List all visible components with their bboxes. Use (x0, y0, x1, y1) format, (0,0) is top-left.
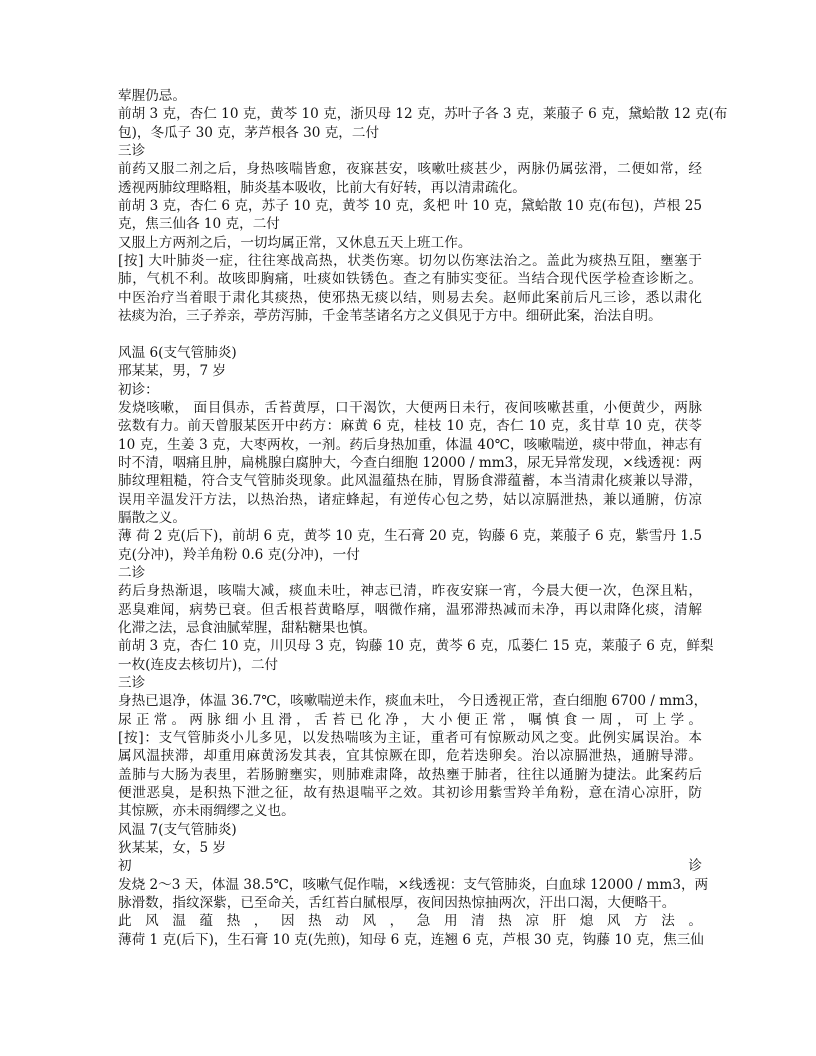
text-line: 包)，冬瓜子 30 克，茅芦根各 30 克，二付 (118, 124, 380, 141)
text-line: 初诊： (118, 381, 159, 398)
text-line: 透视两肺纹理略粗，肺炎基本吸收，比前大有好转，再以清肃疏化。 (118, 179, 526, 196)
text-line: 薄 荷 2 克(后下)，前胡 6 克，黄芩 10 克，生石膏 20 克，钩藤 6 克，莱菔子 6 克，紫雪丹 1.5 (118, 528, 702, 545)
text-line: 膈散之义。 (118, 509, 186, 526)
text-line: 身热已退净，体温 36.7℃，咳嗽喘逆未作，痰血未吐， 今日透视正常，查白细胞 6700 / mm3， (118, 693, 708, 710)
text-line: 发烧咳嗽， 面目俱赤，舌苔黄厚，口干渴饮，大便两日未行，夜间咳嗽甚重，小便黄少，两脉 (118, 399, 702, 416)
text-line: 此风温蕴热，因热动风，急用清热凉肝熄风方法。 (118, 913, 702, 930)
text-line: 前药又服二剂之后，身热咳喘皆愈，夜寐甚安，咳嗽吐痰甚少，两脉仍属弦滑，二便如常，经 (118, 161, 702, 178)
text-line: 化滞之法，忌食油腻荤腥，甜粘糖果也慎。 (118, 619, 377, 636)
text-line: 初诊 (118, 858, 702, 875)
text-line: 属风温挟滞，却重用麻黄汤发其表，宜其惊厥在即，危若迭卵矣。治以凉膈泄热，通腑导滞。 (118, 748, 702, 765)
text-line: 一枚(连皮去核切片)，二付 (118, 656, 279, 673)
text-line: 药后身热渐退，咳喘大减，痰血未吐，神志已清，昨夜安寐一宵，今晨大便一次，色深且粘， (118, 583, 702, 600)
text-line: 又服上方两剂之后，一切均属正常，又休息五天上班工作。 (118, 234, 472, 251)
text-line: [按]：支气管肺炎小儿多见，以发热喘咳为主证，重者可有惊厥动风之变。此例实属误治。本 (118, 730, 702, 747)
text-line: 便泄恶臭，是积热下泄之征，故有热退喘平之效。其初诊用紫雪羚羊角粉，意在清心凉肝，防 (118, 785, 702, 802)
text-line: 其惊厥，亦未雨绸缪之义也。 (118, 803, 295, 820)
text-line: 三诊 (118, 675, 146, 691)
text-line: 克(分冲)，羚羊角粉 0.6 克(分冲)，一付 (118, 546, 360, 563)
text-line: 邢某某，男，7 岁 (118, 363, 227, 380)
text-line: [按] 大叶肺炎一症，往往寒战高热，状类伤寒。切勿以伤寒法治之。盖此为痰热互阻，壅塞于 (118, 253, 702, 270)
blank-line (118, 325, 702, 343)
text-line: 10 克，生姜 3 克，大枣两枚，一剂。药后身热加重，体温 40℃，咳嗽喘逆，痰中带血，神志有 (118, 436, 702, 453)
text-line: 中医治疗当着眼于肃化其痰热，使邪热无痰以结，则易去矣。赵师此案前后凡三诊，悉以肃化 (118, 289, 702, 306)
text-line: 克，焦三仙各 10 克，二付 (118, 216, 280, 233)
text-line: 祛痰为治，三子养亲，葶苈泻肺，千金苇茎诸名方之义俱见于方中。细研此案，治法自明。 (118, 308, 662, 325)
text-line: 发烧 2～3 天，体温 38.5℃，咳嗽气促作喘，×线透视：支气管肺炎，白血球 12000 / mm3，两 (118, 876, 709, 893)
text-line: 前胡 3 克，杏仁 10 克，川贝母 3 克，钩藤 10 克，黄芩 6 克，瓜蒌仁 15 克，莱菔子 6 克，鲜梨 (118, 638, 714, 655)
text-line: 弦数有力。前天曾服某医开中药方：麻黄 6 克，桂枝 10 克，杏仁 10 克，炙甘草 10 克，茯苓 (118, 418, 702, 435)
text-line: 恶臭难闻，病势已衰。但舌根苔黄略厚，咽微作痛，温邪滞热减而未净，再以肃降化痰，清解 (118, 601, 702, 618)
text-line: 肺纹理粗糙，符合支气管肺炎现象。此风温蕴热在肺，胃肠食滞蕴蓄，本当清肃化痰兼以导滞， (118, 473, 702, 490)
text-line: 三诊 (118, 143, 146, 160)
text-line: 前胡 3 克，杏仁 6 克，苏子 10 克，黄芩 10 克，炙杷 叶 10 克，黛蛤散 10 克(布包)，芦根 25 (118, 198, 702, 215)
text-line: 尿正常。两脉细小且滑，舌苔已化净，大小便正常，嘱慎食一周，可上学。 (118, 711, 702, 728)
text-line: 荤腥仍忌。 (118, 88, 186, 104)
text-line: 时不清，咽痛且肿，扁桃腺白腐肿大，今查白细胞 12000 / mm3，尿无异常发现，×线透视：两 (118, 454, 702, 471)
text-line: 肺，气机不利。故咳即胸痛，吐痰如铁锈色。查之有肺实变征。当结合现代医学检查诊断之。 (118, 271, 702, 288)
text-line: 盖肺与大肠为表里，若肠腑壅实，则肺难肃降，故热壅于肺者，往往以通腑为捷法。此案药后 (118, 766, 702, 783)
text-line: 风温 7(支气管肺炎) (118, 821, 237, 838)
document-body (118, 87, 728, 949)
text-line: 脉滑数，指纹深紫，已至命关，舌红苔白腻根厚，夜间因热惊抽两次，汗出口渴，大便略干。 (118, 895, 676, 912)
text-line: 二诊 (118, 564, 146, 581)
text-line: 狄某某，女，5 岁 (118, 840, 227, 857)
text-line: 前胡 3 克，杏仁 10 克，黄芩 10 克，浙贝母 12 克，苏叶子各 3 克，莱菔子 6 克，黛蛤散 12 克(布 (118, 106, 728, 123)
text-line: 薄荷 1 克(后下)，生石膏 10 克(先煎)，知母 6 克，连翘 6 克，芦根 30 克，钩藤 10 克，焦三仙 (118, 931, 704, 948)
text-line: 风温 6(支气管肺炎) (118, 344, 237, 361)
text-line: 误用辛温发汗方法，以热治热，诸症蜂起，有逆传心包之势，姑以凉膈泄热，兼以通腑，仿凉 (118, 491, 702, 508)
